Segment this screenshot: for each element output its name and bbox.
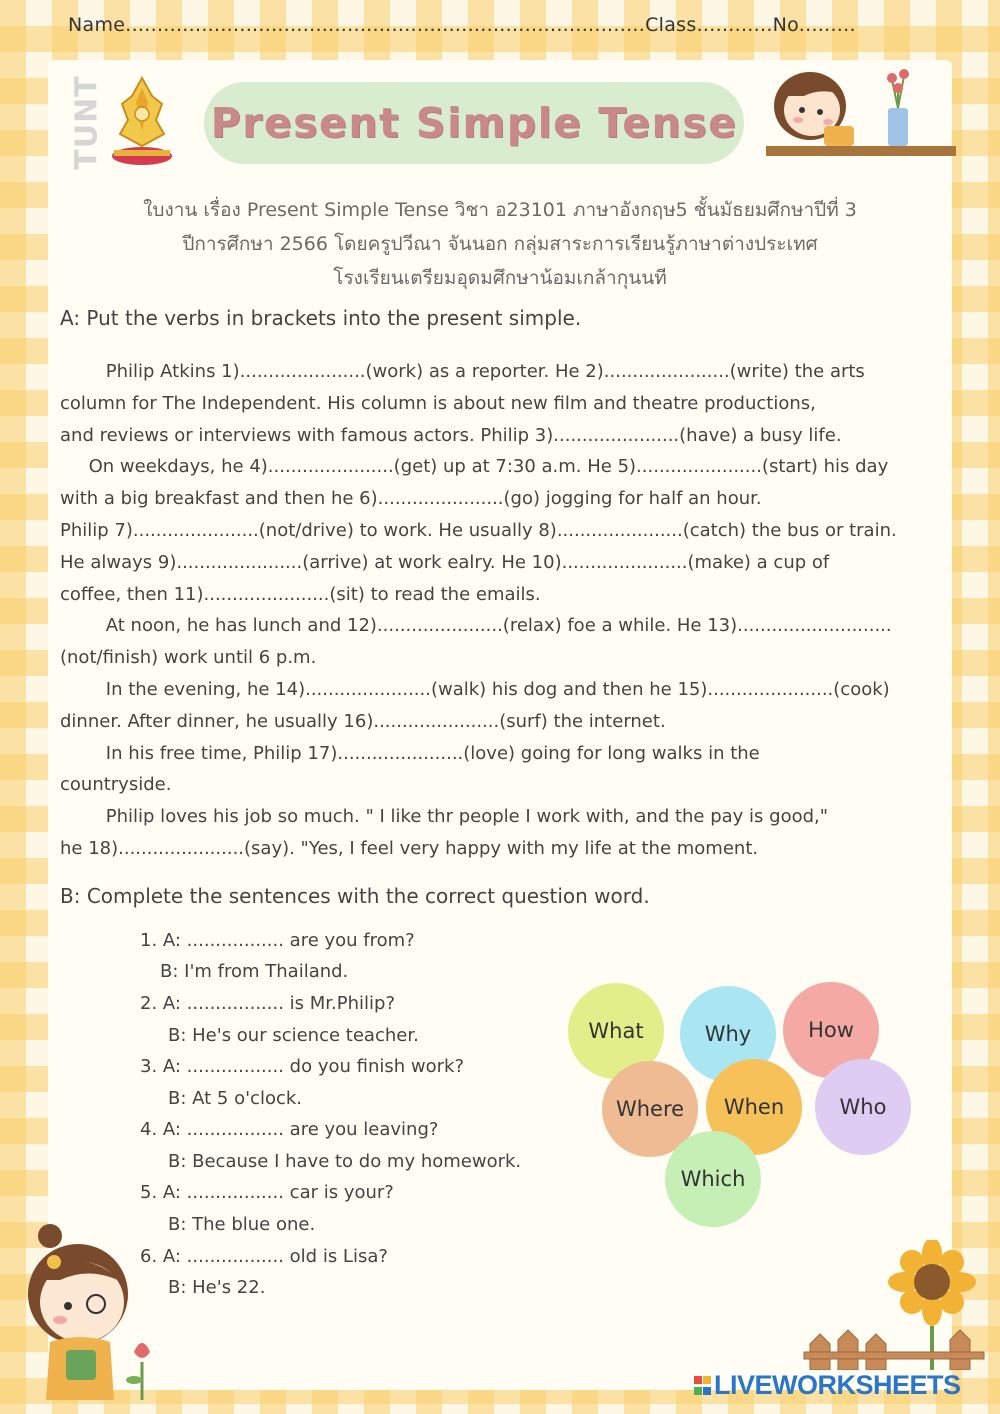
thai-course-info <box>60 193 940 295</box>
question-a-5[interactable]: 5. A: ................. car is your? <box>140 1182 394 1203</box>
question-a-3[interactable]: 3. A: ................. do you finish work? <box>140 1056 464 1077</box>
passage-line[interactable]: he 18)......................(say). "Yes, I feel very happy with my life at the moment. <box>60 837 759 859</box>
answer-b-4: B: Because I have to do my homework. <box>168 1151 522 1172</box>
passage-line[interactable]: Philip 7)......................(not/drive) to work. He usually 8)......................(catch) the bus or train. <box>60 519 897 541</box>
word-bubble-what: What <box>568 983 664 1079</box>
title-banner <box>204 82 744 164</box>
passage-line[interactable]: At noon, he has lunch and 12)......................(relax) foe a while. He 13)........................... <box>60 615 892 637</box>
question-a-1[interactable]: 1. A: ................. are you from? <box>140 930 415 951</box>
passage-line[interactable]: with a big breakfast and then he 6)......................(go) jogging for half an hour. <box>60 488 762 510</box>
answer-b-5: B: The blue one. <box>168 1214 316 1235</box>
passage-line[interactable]: and reviews or interviews with famous actors. Philip 3)......................(have) a busy life. <box>60 424 842 446</box>
sunflower-fence-illustration <box>800 1240 990 1370</box>
school-watermark: TUNT <box>69 75 105 170</box>
question-a-6[interactable]: 6. A: ................. old is Lisa? <box>140 1246 388 1267</box>
girl-reading-illustration <box>760 60 960 160</box>
answer-b-1: B: I'm from Thailand. <box>160 961 349 982</box>
page-title: Present Simple Tense <box>210 99 738 147</box>
answer-b-6: B: He's 22. <box>168 1277 266 1298</box>
girl-with-plant-illustration <box>10 1222 170 1402</box>
question-a-2[interactable]: 2. A: ................. is Mr.Philip? <box>140 993 396 1014</box>
passage-line[interactable]: On weekdays, he 4)......................(get) up at 7:30 a.m. He 5)......................(start) his day <box>60 456 889 478</box>
question-a-4[interactable]: 4. A: ................. are you leaving? <box>140 1119 439 1140</box>
passage-line: (not/finish) work until 6 p.m. <box>60 647 317 669</box>
passage-line[interactable]: dinner. After dinner, he usually 16)......................(surf) the internet. <box>60 710 666 732</box>
passage-line[interactable]: In the evening, he 14)......................(walk) his dog and then he 15)......................(cook) <box>60 678 890 700</box>
passage-line[interactable]: He always 9)......................(arrive) at work ealry. He 10)......................(make) a cup of <box>60 551 830 573</box>
thai-info-line: ใบงาน เรื่อง Present Simple Tense วิชา อ23101 ภาษาอังกฤษ5 ชั้นมัธยมศึกษาปีที่ 3 <box>143 199 857 221</box>
passage-line[interactable]: In his free time, Philip 17)......................(love) going for long walks in the <box>60 742 760 764</box>
answer-b-3: B: At 5 o'clock. <box>168 1088 302 1109</box>
section-a-instruction: A: Put the verbs in brackets into the present simple. <box>60 306 582 330</box>
school-emblem-icon <box>106 74 178 170</box>
passage-line[interactable]: coffee, then 11)......................(sit) to read the emails. <box>60 583 541 605</box>
thai-info-line: ปีการศึกษา 2566 โดยครูปวีณา จันนอก กลุ่มสาระการเรียนรู้ภาษาต่างประเทศ <box>182 233 818 255</box>
name-class-number-line: Name..................................................................................Class............No......... <box>68 14 856 36</box>
thai-info-line: โรงเรียนเตรียมอุดมศึกษาน้อมเกล้ากุนนที <box>333 267 667 289</box>
section-b-instruction: B: Complete the sentences with the correct question word. <box>60 884 650 908</box>
answer-b-2: B: He's our science teacher. <box>168 1025 419 1046</box>
section-a-passage <box>60 356 950 865</box>
passage-line: column for The Independent. His column is about new film and theatre productions, <box>60 392 816 414</box>
word-bubble-which: Which <box>665 1131 761 1227</box>
word-bubble-why: Why <box>680 986 776 1082</box>
word-bubble-when: When <box>706 1059 802 1155</box>
passage-line: countryside. <box>60 774 172 796</box>
word-bubble-who: Who <box>815 1059 911 1155</box>
passage-line[interactable]: Philip Atkins 1)......................(work) as a reporter. He 2)......................(write) the arts <box>60 361 865 382</box>
word-bubble-where: Where <box>602 1061 698 1157</box>
word-bubble-how: How <box>783 982 879 1078</box>
liveworksheets-mark-icon <box>694 1376 712 1398</box>
liveworksheets-logo[interactable]: LIVEWORKSHEETS <box>694 1370 961 1401</box>
passage-line: Philip loves his job so much. " I like thr people I work with, and the pay is good," <box>60 806 829 828</box>
